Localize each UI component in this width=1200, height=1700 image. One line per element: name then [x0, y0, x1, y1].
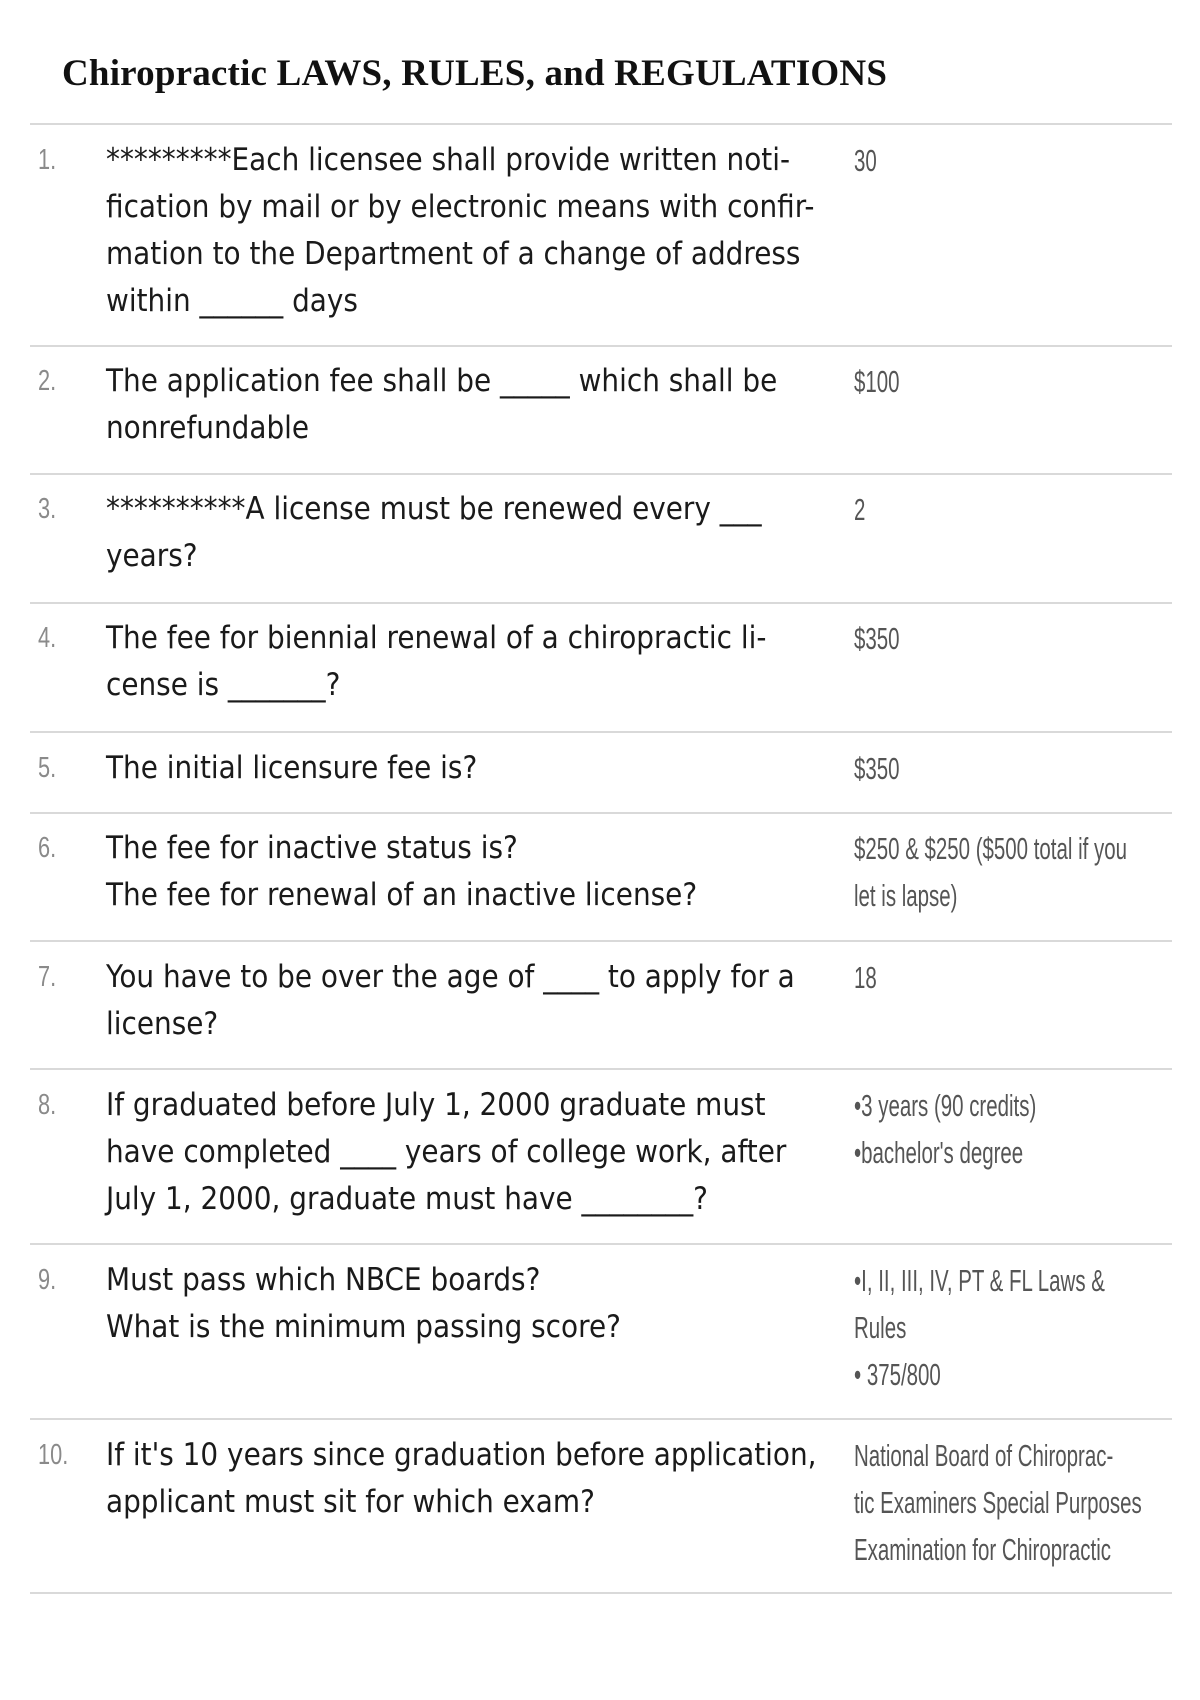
- item-number: 7.: [38, 961, 57, 993]
- item-number: 1.: [38, 144, 57, 176]
- question-line: years?: [106, 538, 198, 574]
- question-text: [106, 486, 856, 580]
- row-divider: [30, 940, 1172, 942]
- row-divider: [30, 731, 1172, 733]
- answer-text: [854, 615, 1200, 662]
- question-line: Must pass which NBCE boards?: [106, 1262, 541, 1298]
- answer-line: National Board of Chiroprac-: [854, 1438, 1114, 1473]
- question-text: [106, 358, 856, 452]
- item-number: 9.: [38, 1264, 57, 1296]
- row-divider: [30, 345, 1172, 347]
- question-text: [106, 954, 856, 1048]
- answer-line: •I, II, III, IV, PT & FL Laws &: [854, 1263, 1105, 1298]
- page-title: Chiropractic LAWS, RULES, and REGULATIONS: [62, 53, 888, 94]
- row-divider: [30, 1592, 1172, 1594]
- question-line: If graduated before July 1, 2000 graduate must: [106, 1087, 766, 1123]
- row-divider: [30, 473, 1172, 475]
- question-line: fication by mail or by electronic means with confir-: [106, 189, 815, 225]
- answer-line: •bachelor's degree: [854, 1135, 1024, 1170]
- question-line: What is the minimum passing score?: [106, 1309, 621, 1345]
- question-line: applicant must sit for which exam?: [106, 1484, 595, 1520]
- answer-line: Examination for Chiropractic: [854, 1532, 1111, 1567]
- question-text: [106, 1257, 856, 1351]
- answer-text: [854, 137, 1200, 184]
- question-line: The fee for inactive status is?: [106, 830, 518, 866]
- answer-text: [854, 825, 1200, 919]
- question-line: The initial licensure fee is?: [106, 750, 478, 786]
- title-divider: [30, 123, 1172, 125]
- question-line: *********Each licensee shall provide written noti-: [106, 142, 791, 178]
- question-text: [106, 745, 856, 792]
- row-divider: [30, 1418, 1172, 1420]
- answer-line: $350: [854, 751, 900, 786]
- question-line: If it's 10 years since graduation before application,: [106, 1437, 817, 1473]
- answer-line: $100: [854, 364, 900, 399]
- row-divider: [30, 1068, 1172, 1070]
- question-line: within ______ days: [106, 283, 358, 319]
- item-number: 10.: [38, 1439, 69, 1471]
- answer-line: tic Examiners Special Purposes: [854, 1485, 1142, 1520]
- answer-line: let is lapse): [854, 878, 958, 913]
- answer-line: $250 & $250 ($500 total if you: [854, 831, 1128, 866]
- answer-text: [854, 954, 1200, 1001]
- question-line: mation to the Department of a change of address: [106, 236, 801, 272]
- answer-text: [854, 1257, 1200, 1398]
- question-line: July 1, 2000, graduate must have ________?: [106, 1181, 708, 1217]
- answer-text: [854, 1432, 1200, 1573]
- question-line: have completed ____ years of college work, after: [106, 1134, 787, 1170]
- answer-line: •3 years (90 credits): [854, 1088, 1037, 1123]
- question-line: cense is _______?: [106, 667, 341, 703]
- answer-text: [854, 1082, 1200, 1176]
- question-text: [106, 1432, 856, 1526]
- question-line: The fee for renewal of an inactive license?: [106, 877, 698, 913]
- answer-line: 2: [854, 492, 866, 527]
- question-line: You have to be over the age of ____ to apply for a: [106, 959, 795, 995]
- answer-text: [854, 358, 1200, 405]
- answer-line: 18: [854, 960, 877, 995]
- answer-text: [854, 745, 1200, 792]
- answer-text: [854, 486, 1200, 533]
- item-number: 4.: [38, 622, 57, 654]
- row-divider: [30, 812, 1172, 814]
- row-divider: [30, 1243, 1172, 1245]
- question-text: [106, 825, 856, 919]
- item-number: 8.: [38, 1089, 57, 1121]
- row-divider: [30, 602, 1172, 604]
- item-number: 2.: [38, 365, 57, 397]
- item-number: 6.: [38, 832, 57, 864]
- question-line: **********A license must be renewed every ___: [106, 491, 762, 527]
- question-line: license?: [106, 1006, 219, 1042]
- question-text: [106, 137, 856, 325]
- answer-line: Rules: [854, 1310, 907, 1345]
- answer-line: $350: [854, 621, 900, 656]
- answer-line: 30: [854, 143, 877, 178]
- item-number: 5.: [38, 752, 57, 784]
- item-number: 3.: [38, 493, 57, 525]
- question-text: [106, 1082, 856, 1223]
- question-line: nonrefundable: [106, 410, 310, 446]
- answer-line: • 375/800: [854, 1357, 941, 1392]
- question-line: The fee for biennial renewal of a chiropractic li-: [106, 620, 767, 656]
- question-text: [106, 615, 856, 709]
- question-line: The application fee shall be _____ which shall be: [106, 363, 778, 399]
